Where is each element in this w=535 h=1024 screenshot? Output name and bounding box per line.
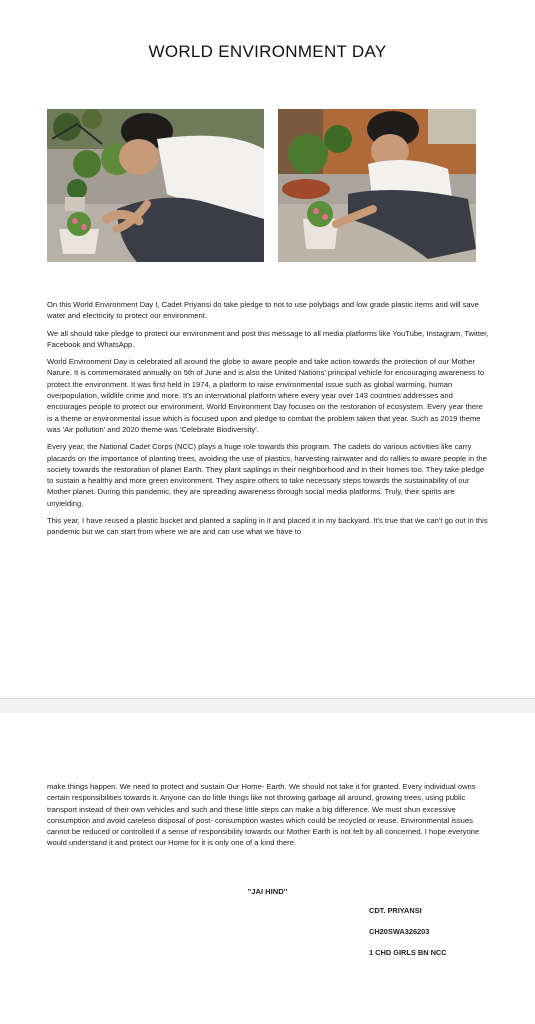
paragraph-about-day: World Environment Day is celebrated all around the globe to aware people and take action towards the protection of our Mother Nature. It is commemorated annually on 5th of June and is also the United Nations' principal vehicle for encouraging awareness to protect the environment. It was first held in 1974, a platform to raise environmental issue such as global warming, human overpopulation, wildlife crime and more. It's an international platform where every year over 143 countries addresses and encourages people to protect our environment. World Environment Day focuses on the restoration of ecosystem. Every year there is a theme or environmental issue which is focused upon and pledge to combat the problem taken that year. Such as 2019 theme was 'Air pollution' and 2020 theme was 'Celebrate Biodiversity'. [47,357,485,434]
paragraph-continuation: make things happen. We need to protect and sustain Our Home- Earth. We should not take it for granted. Every individual owns certain responsibilities towards it. Anyone can do little things like not throwing garbage all around, growing trees, using public transport instead of their own vehicles and such and these little steps can make a big difference. We must shun excessive consumption and avoid careless disposal of post- consumption wastes which could be recycled or reuse. Environmental issues cannot be reduced or controlled if a sense of responsibility towards our Mother Earth is not felt by all concerned. I hope everyone would understand it and protect our Home for it is only one of a kind there. [47,782,480,848]
article-body-page-2 [47,781,489,849]
article-body-page-1 [47,299,489,544]
document-page-2 [0,713,535,1024]
photo-planting-front-view [278,109,476,262]
signature-block [369,906,447,969]
paragraph-this-year: This year, I have reused a plastic bucket and planted a sapling in it and placed it in my backyard. It's true that we can't go out in this pandemic but we can start from where we are and can use what we have to [47,516,488,537]
signature-unit: 1 CHD GIRLS BN NCC [369,948,447,957]
photo-planting-front-view-image [278,109,476,262]
paragraph-pledge: On this World Environment Day I, Cadet Priyansi do take pledge to not to use polybags and low grade plastic items and will save water and electricity to protect our environment. [47,300,479,321]
closing-slogan: "JAI HIND" [247,887,288,896]
page-break [0,698,535,714]
photo-planting-side-view [47,109,264,262]
signature-id: CH20SWA326203 [369,927,430,936]
page-title: WORLD ENVIRONMENT DAY [148,42,387,61]
paragraph-media-message: We all should take pledge to protect our environment and post this message to all media platforms like YouTube, Instagram, Twitter, Facebook and WhatsApp. [47,328,489,349]
signature-name: CDT. PRIYANSI [369,906,422,915]
paragraph-ncc-role: Every year, the National Cadet Corps (NCC) plays a huge role towards this program. The cadets do various activities like carry placards on the importance of planting trees, avoiding the use of plastics, harvesting rainwater and do rallies to aware people in the society towards the restoration of planet Earth. They plant saplings in their neighborhood and in their homes too. They take pledge to sustain a healthy and more green environment. They aspire others to take necessary steps towards the sustainability of our Mother planet. During this pandemic, they are spreading awareness through social media platforms. Truly, their spirits are unyielding. [47,442,487,508]
photo-planting-side-view-image [47,109,264,262]
